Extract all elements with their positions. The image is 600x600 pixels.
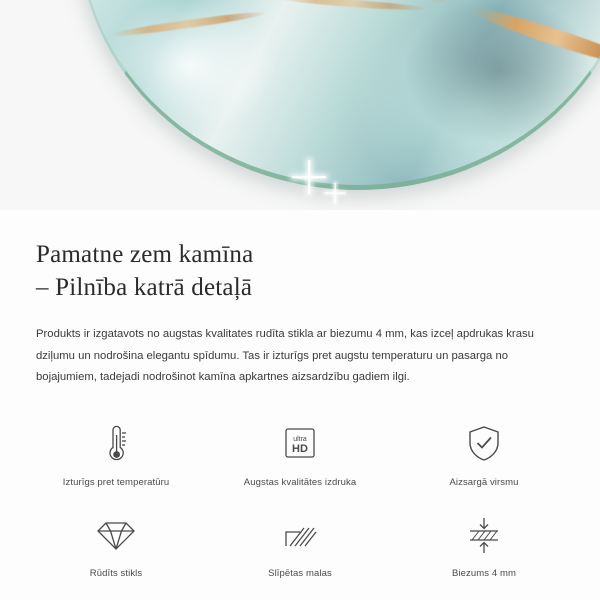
headline-line-1: Pamatne zem kamīna [36, 241, 254, 268]
feature-label: Izturīgs pret temperatūru [62, 477, 170, 489]
feature-item [24, 514, 208, 579]
feature-item [24, 423, 208, 488]
marble-glass-panel [78, 0, 600, 190]
shield-check-icon [466, 423, 502, 465]
feature-label: Aizsargā virsmu [449, 477, 519, 489]
feature-item [208, 514, 392, 579]
feature-label: Slīpētas malas [268, 568, 332, 580]
thickness-icon [464, 514, 504, 556]
headline-line-2: – Pilnība katrā detaļā [36, 274, 253, 301]
feature-label: Rūdīts stikls [89, 568, 143, 580]
gold-vein [108, 9, 268, 39]
feature-item [392, 514, 576, 579]
diamond-icon [96, 514, 136, 556]
feature-item [208, 423, 392, 488]
feature-grid [0, 423, 600, 579]
ultra-hd-icon [280, 423, 320, 465]
polished-edges-icon [280, 514, 320, 556]
feature-item [392, 423, 576, 488]
svg-text:HD: HD [292, 443, 308, 456]
description-paragraph: Produkts ir izgatavots no augstas kvalitates rudīta stikla ar biezumu 4 mm, kas izceļ apdrukas krasu dziļumu un nodrošina elegantu spīdumu. Tas ir izturīgs pret augstu temperaturu un pasarga no bojajumiem, tadejadi nodrošinot kamīna apkartnes aizsardzību gadiem ilgi. [36, 328, 534, 384]
content-block [0, 210, 600, 389]
feature-label: Augstas kvalitātes izdruka [243, 477, 357, 489]
gold-vein [278, 0, 428, 12]
thermometer-icon [99, 423, 133, 465]
svg-text:ultra: ultra [293, 436, 307, 444]
feature-label: Biezums 4 mm [451, 568, 517, 580]
hero-image [0, 0, 600, 210]
page-title [36, 238, 564, 304]
